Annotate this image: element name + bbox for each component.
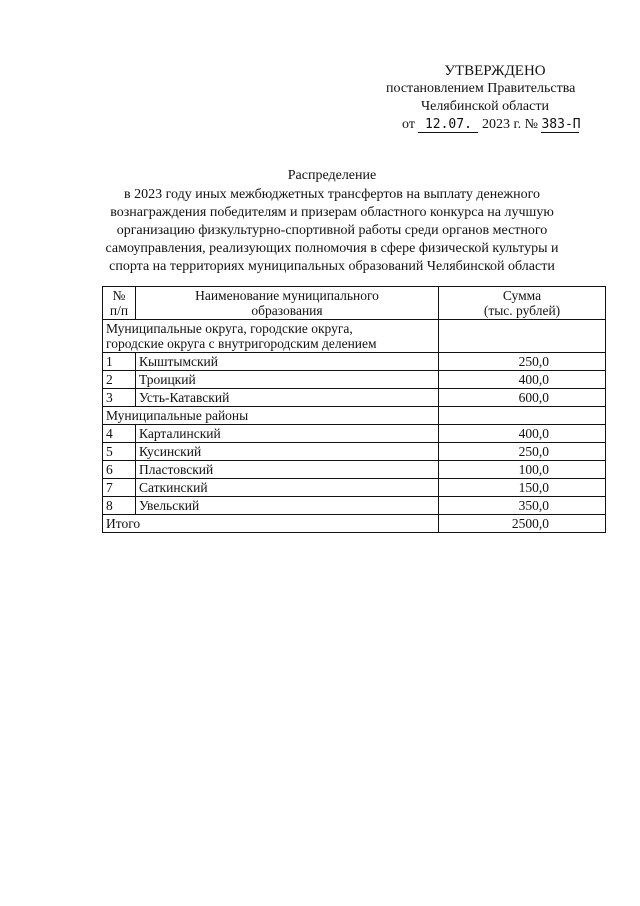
row-sum: 100,0 [439,461,606,479]
table-row [103,353,606,371]
total-label: Итого [103,515,439,533]
header-num [103,287,136,320]
table-row [103,389,606,407]
row-sum: 250,0 [439,443,606,461]
total-row [103,515,606,533]
approval-line-2: Челябинской области [421,99,549,114]
group-label: Муниципальные районы [103,407,439,425]
table-row [103,425,606,443]
row-name: Увельский [136,497,439,515]
table-row [103,497,606,515]
group-label [103,320,439,353]
title-heading: Распределение [287,168,377,183]
row-name: Карталинский [136,425,439,443]
row-sum: 150,0 [439,479,606,497]
approval-date-line [380,116,600,134]
row-name: Кыштымский [136,353,439,371]
title-line: вознаграждения победителям и призерам областного конкурса на лучшую [110,205,554,220]
header-num-line: № [112,288,126,303]
header-sum [439,287,606,320]
row-num: 6 [103,461,136,479]
group-row [103,320,606,353]
row-sum: 250,0 [439,353,606,371]
header-num-line: п/п [109,303,129,318]
row-sum: 400,0 [439,371,606,389]
header-name-line: Наименование муниципального [195,288,379,303]
header-sum-line: (тыс. рублей) [483,303,561,318]
group-label-line: городские округа с внутригородским делением [106,336,377,351]
row-name: Саткинский [136,479,439,497]
row-name: Пластовский [136,461,439,479]
title-line: спорта на территориях муниципальных образований Челябинской области [109,259,555,274]
group-row [103,407,606,425]
group-sum-empty [439,320,606,353]
table-row [103,443,606,461]
approval-number: 383-П [541,117,581,132]
table-row [103,479,606,497]
row-num: 4 [103,425,136,443]
row-num: 7 [103,479,136,497]
row-num: 3 [103,389,136,407]
header-sum-line: Сумма [502,288,542,303]
row-sum: 350,0 [439,497,606,515]
row-name: Усть-Катавский [136,389,439,407]
title-line: самоуправления, реализующих полномочия в сфере физической культуры и [105,241,559,256]
row-name: Кусинский [136,443,439,461]
row-num: 1 [103,353,136,371]
approval-prefix: от [402,117,415,132]
distribution-table [102,286,606,533]
row-sum: 600,0 [439,389,606,407]
row-num: 8 [103,497,136,515]
approval-stamp [380,62,600,134]
table-row [103,461,606,479]
table-header-row [103,287,606,320]
row-sum: 400,0 [439,425,606,443]
row-name: Троицкий [136,371,439,389]
title-line: организацию физкультурно-спортивной работы среди органов местного [116,223,548,238]
total-sum: 2500,0 [439,515,606,533]
approval-line-1: постановлением Правительства [386,81,576,96]
group-sum-empty [439,407,606,425]
group-label-line: Муниципальные округа, городские округа, [106,321,353,336]
header-name-line: образования [251,303,323,318]
header-name [136,287,439,320]
row-num: 5 [103,443,136,461]
approval-year-text: 2023 г. № [481,117,538,132]
document-title [90,167,574,276]
title-line: в 2023 году иных межбюджетных трансфертов на выплату денежного [123,187,540,202]
row-num: 2 [103,371,136,389]
approval-date: 12.07. [418,118,478,133]
table-row [103,371,606,389]
approval-heading: УТВЕРЖДЕНО [444,63,546,79]
